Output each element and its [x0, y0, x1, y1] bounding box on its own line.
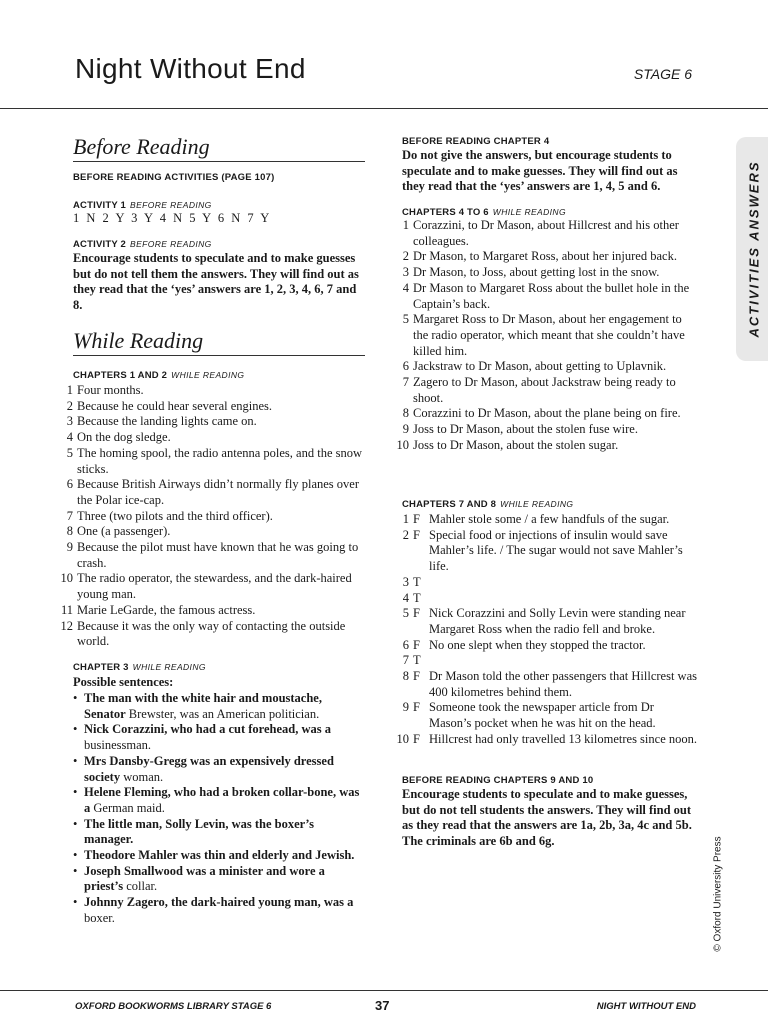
ch9-10-text: Encourage students to speculate and to make guesses, but do not tell students the answers. They will find out as they read that the answers are 1a, 2b, 3a, 4c and 5b. The criminals are 6b and 6g. — [402, 787, 692, 848]
bullet-item — [73, 895, 365, 926]
list-item — [393, 375, 696, 406]
before-reading-title: Before Reading — [73, 134, 210, 159]
item-number: 5 — [66, 445, 73, 460]
item-number: 8 — [402, 669, 409, 684]
ch4-6-answer-list — [393, 218, 696, 454]
bullet-text-rest: businessman. — [84, 738, 152, 753]
item-number: 3 — [402, 574, 409, 589]
item-text: Hillcrest had only travelled 13 kilometres since noon. — [429, 731, 697, 746]
item-text — [427, 653, 698, 669]
bullet-text — [84, 817, 365, 848]
item-number: 6 — [66, 477, 73, 492]
tf-item — [393, 528, 698, 575]
bullet-item — [73, 722, 365, 753]
item-text: Dr Mason told the other passengers that Hillcrest was 400 kilometres behind them. — [429, 669, 697, 699]
activity2-text: Encourage students to speculate and to make guesses but do not tell them the answers. They will find out as they read that the ‘yes’ answers are 1, 2, 3, 4, 6, 7 and 8. — [73, 251, 359, 312]
tf-item — [393, 512, 698, 528]
bullet-text-bold: The little man, Solly Levin, was the boxer’s manager. — [84, 816, 314, 847]
ch1-2-tag: WHILE READING — [171, 370, 245, 380]
footer-divider — [0, 990, 768, 991]
bullet-mark: • — [73, 848, 78, 863]
list-item — [57, 603, 365, 619]
tf-answer: F — [413, 700, 420, 715]
list-item — [393, 218, 696, 249]
item-number: 1 — [402, 512, 409, 526]
bullet-mark: • — [73, 863, 78, 878]
activity2-tag: BEFORE READING — [130, 239, 212, 249]
item-number: 5 — [402, 312, 409, 327]
bullet-text-rest: German maid. — [93, 800, 165, 815]
list-item — [393, 359, 696, 375]
bullet-text-bold: The man with the white hair and moustache, Senator — [84, 691, 322, 721]
item-text: Because the landing lights came on. — [77, 414, 257, 429]
item-text — [427, 591, 698, 607]
ch4-6-tag: WHILE READING — [492, 207, 566, 217]
item-text: Because he could hear several engines. — [77, 398, 273, 413]
ch4-text: Do not give the answers, but encourage students to speculate and to make guesses. They will find out as they read that the ‘yes’ answers are 1, 4, 5 and 6. — [402, 148, 678, 193]
item-number: 4 — [402, 280, 409, 295]
item-number: 4 — [66, 430, 73, 445]
footer-series: OXFORD BOOKWORMS LIBRARY STAGE 6 — [75, 1001, 272, 1012]
list-item — [393, 312, 696, 359]
item-text: Joss to Dr Mason, about the stolen sugar. — [413, 437, 619, 452]
item-text: Corazzini, to Dr Mason, about Hillcrest and his other colleagues. — [413, 218, 679, 248]
item-number: 1 — [66, 383, 73, 397]
ch7-8-heading — [402, 499, 573, 510]
list-item — [57, 524, 365, 540]
item-text: Joss to Dr Mason, about the stolen fuse wire. — [413, 422, 638, 437]
list-item — [57, 509, 365, 525]
bullet-mark: • — [73, 895, 78, 910]
ch4-6-heading — [402, 207, 566, 218]
item-number: 12 — [60, 618, 73, 633]
bullet-text — [84, 754, 365, 785]
item-number: 3 — [402, 265, 409, 280]
item-text: Because British Airways didn’t normally fly planes over the Polar ice-cap. — [77, 477, 360, 507]
item-text: No one slept when they stopped the tractor. — [429, 637, 646, 652]
item-number: 10 — [396, 437, 409, 452]
ch7-8-label: CHAPTERS 7 AND 8 — [402, 499, 497, 510]
ch7-8-answer-list — [393, 512, 698, 748]
tf-item — [393, 575, 698, 591]
bullet-text-bold: Mrs Dansby-Gregg was an expensively dressed society — [84, 753, 334, 784]
item-text: Special food or injections of insulin would save Mahler’s life. / The sugar would not save Mahler’s life. — [429, 527, 683, 574]
item-number: 2 — [402, 527, 409, 542]
header-divider — [0, 108, 768, 109]
item-number: 7 — [66, 508, 73, 523]
item-number: 1 — [402, 218, 409, 232]
bullet-item — [73, 691, 365, 722]
tf-answer: F — [413, 606, 420, 621]
list-item — [57, 414, 365, 430]
tf-answer: F — [413, 512, 420, 526]
list-item — [57, 446, 365, 477]
bullet-text-bold: Joseph Smallwood was a minister and wore a priest’s — [84, 863, 325, 894]
list-item — [57, 383, 365, 399]
bullet-mark: • — [73, 722, 78, 737]
tf-answer: F — [413, 731, 420, 746]
ch1-2-label: CHAPTERS 1 AND 2 — [73, 370, 168, 381]
item-number: 2 — [402, 249, 409, 264]
bullet-item — [73, 817, 365, 848]
item-number: 4 — [402, 590, 409, 605]
tf-item — [393, 732, 698, 748]
item-text: Corazzini to Dr Mason, about the plane being on fire. — [413, 406, 681, 421]
ch4-6-label: CHAPTERS 4 TO 6 — [402, 207, 489, 218]
ch1-2-answer-list — [57, 383, 365, 650]
tf-answer: F — [413, 637, 420, 652]
stage-label: STAGE 6 — [633, 66, 692, 82]
ch3-label: CHAPTER 3 — [73, 662, 129, 673]
bullet-text-rest: boxer. — [84, 910, 115, 925]
item-number: 8 — [66, 524, 73, 539]
bullet-text-bold: Johnny Zagero, the dark-haired young man, was a — [84, 895, 354, 910]
list-item — [57, 540, 365, 571]
list-item — [57, 477, 365, 508]
list-item — [393, 281, 696, 312]
tf-answer: F — [413, 527, 420, 542]
item-text: Because the pilot must have known that he was going to crash. — [77, 540, 359, 570]
item-number: 2 — [66, 398, 73, 413]
bullet-mark: • — [73, 691, 78, 705]
list-item — [393, 265, 696, 281]
tf-answer: T — [413, 653, 421, 668]
activity1-tag: BEFORE READING — [130, 200, 212, 210]
item-text: Dr Mason, to Joss, about getting lost in the snow. — [413, 265, 660, 280]
bullet-item — [73, 785, 365, 816]
item-text: The radio operator, the stewardess, and the dark-haired young man. — [77, 571, 352, 602]
ch7-8-tag: WHILE READING — [500, 499, 574, 509]
bullet-text — [84, 785, 365, 816]
tf-item — [393, 700, 698, 731]
activity1-answers: 1 N 2 Y 3 Y 4 N 5 Y 6 N 7 Y — [73, 211, 272, 225]
list-item — [57, 619, 365, 650]
bullet-item — [73, 864, 365, 895]
list-item — [57, 571, 365, 602]
list-item — [393, 422, 696, 438]
bullet-text-bold: Nick Corazzini, who had a cut forehead, was a — [84, 722, 331, 737]
list-item — [57, 430, 365, 446]
item-text: Someone took the newspaper article from Dr Mason’s pocket when he was hit on the head. — [429, 700, 656, 731]
item-number: 9 — [66, 540, 73, 555]
item-number: 6 — [402, 359, 409, 374]
tf-item — [393, 669, 698, 700]
bullet-mark: • — [73, 753, 78, 768]
item-number: 7 — [402, 653, 409, 668]
ch3-bullet-list — [73, 691, 365, 927]
ch3-heading — [73, 662, 206, 673]
bullet-mark: • — [73, 816, 78, 831]
page-title: Night Without End — [75, 53, 306, 84]
bullet-text — [84, 691, 365, 722]
while-reading-title: While Reading — [73, 328, 204, 353]
footer-book-title: NIGHT WITHOUT END — [596, 1001, 696, 1012]
activities-heading: BEFORE READING ACTIVITIES (PAGE 107) — [73, 172, 275, 183]
activity1-heading — [73, 200, 212, 211]
bullet-mark: • — [73, 785, 78, 800]
while-reading-rule — [73, 355, 365, 356]
tf-item — [393, 638, 698, 654]
item-text: Because it was the only way of contacting the outside world. — [77, 618, 346, 649]
tf-item — [393, 653, 698, 669]
item-number: 10 — [396, 731, 409, 746]
item-text: Margaret Ross to Dr Mason, about her engagement to the radio operator, which meant that she couldn’t have killed him. — [413, 312, 685, 358]
activity2-heading — [73, 239, 212, 250]
bullet-text — [84, 864, 365, 895]
item-text: Mahler stole some / a few handfuls of the sugar. — [429, 512, 670, 526]
item-number: 10 — [60, 571, 73, 586]
item-text — [427, 575, 698, 591]
tf-answer: T — [413, 574, 421, 589]
ch3-tag: WHILE READING — [132, 662, 206, 672]
bullet-text — [84, 722, 365, 753]
item-text: Jackstraw to Dr Mason, about getting to Uplavnik. — [413, 359, 667, 374]
tf-item — [393, 606, 698, 637]
ch4-heading: BEFORE READING CHAPTER 4 — [402, 136, 550, 147]
item-text: Four months. — [77, 383, 144, 397]
tf-answer: T — [413, 590, 421, 605]
side-tab-label: ACTIVITIES ANSWERS — [746, 160, 762, 338]
item-text: The homing spool, the radio antenna poles, and the snow sticks. — [77, 445, 363, 476]
bullet-text — [84, 848, 365, 864]
ch3-intro: Possible sentences: — [73, 675, 174, 689]
bullet-text-rest: collar. — [126, 879, 158, 894]
bullet-text-bold: Helene Fleming, who had a broken collar-bone, was a — [84, 785, 360, 815]
item-text: Zagero to Dr Mason, about Jackstraw being ready to shoot. — [413, 375, 676, 405]
tf-item — [393, 591, 698, 607]
list-item — [393, 249, 696, 265]
item-text: One (a passenger). — [77, 524, 171, 539]
bullet-text-bold: Theodore Mahler was thin and elderly and Jewish. — [84, 848, 355, 863]
item-number: 11 — [60, 602, 73, 617]
item-number: 6 — [402, 637, 409, 652]
tf-answer: F — [413, 669, 420, 684]
item-number: 5 — [402, 606, 409, 621]
activity1-label: ACTIVITY 1 — [73, 200, 127, 211]
list-item — [393, 406, 696, 422]
item-text: On the dog sledge. — [77, 430, 171, 445]
activity2-label: ACTIVITY 2 — [73, 239, 127, 250]
item-text: Three (two pilots and the third officer). — [77, 508, 273, 523]
ch9-10-heading: BEFORE READING CHAPTERS 9 AND 10 — [402, 775, 594, 786]
bullet-text-rest: woman. — [123, 769, 164, 784]
list-item — [57, 399, 365, 415]
before-reading-rule — [73, 161, 365, 162]
bullet-text — [84, 895, 365, 926]
item-number: 7 — [402, 375, 409, 390]
item-number: 9 — [402, 422, 409, 437]
copyright-notice: © Oxford University Press — [712, 836, 724, 952]
page-number: 37 — [375, 998, 390, 1013]
bullet-item — [73, 754, 365, 785]
list-item — [393, 438, 696, 454]
ch1-2-heading — [73, 370, 244, 381]
item-number: 8 — [402, 406, 409, 421]
item-text: Marie LeGarde, the famous actress. — [77, 602, 256, 617]
bullet-text-rest: Brewster, was an American politician. — [128, 706, 320, 721]
bullet-item — [73, 848, 365, 864]
item-text: Dr Mason to Margaret Ross about the bullet hole in the Captain’s back. — [413, 280, 690, 311]
item-number: 3 — [66, 414, 73, 429]
item-text: Nick Corazzini and Solly Levin were standing near Margaret Ross when the radio fell and broke. — [429, 606, 686, 636]
item-number: 9 — [402, 700, 409, 715]
item-text: Dr Mason, to Margaret Ross, about her injured back. — [413, 249, 677, 264]
